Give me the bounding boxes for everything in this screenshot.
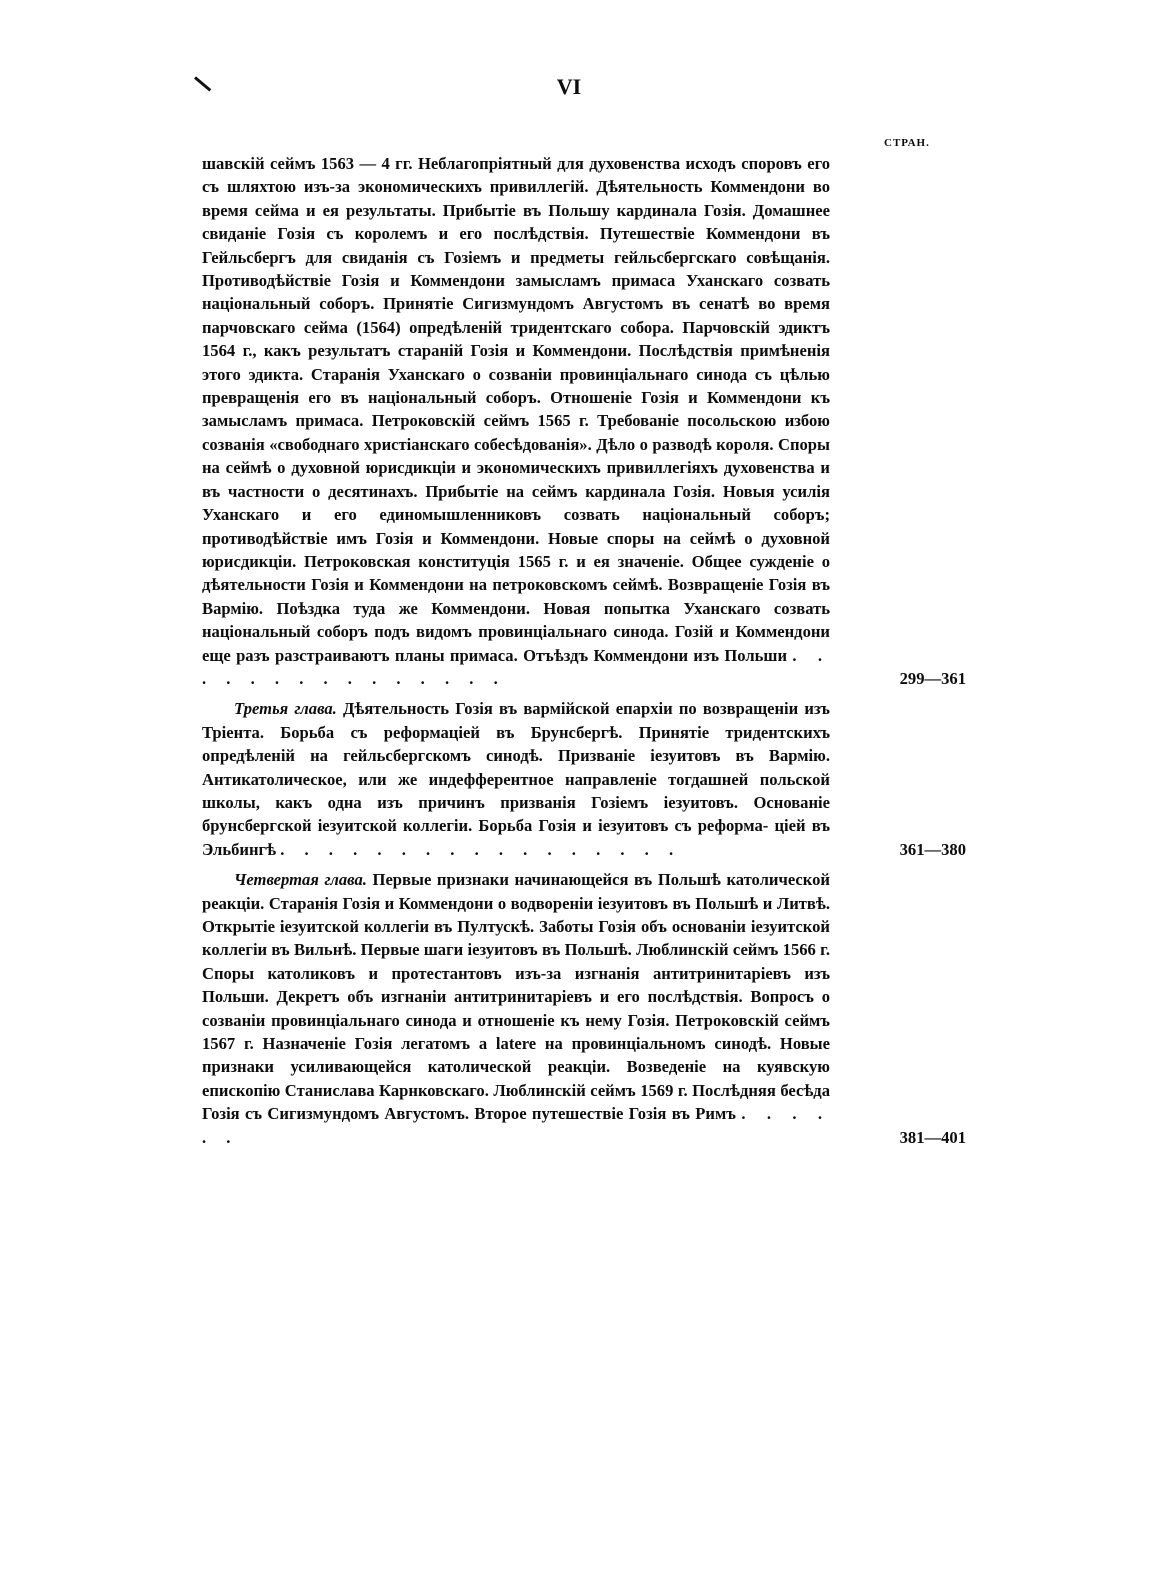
table-of-contents [202, 152, 966, 1156]
chapter-heading: Третья глава. [234, 699, 337, 719]
toc-leader-dots: . . . . . . . . . . . . . . . [202, 645, 830, 688]
toc-entry-tail: Августомъ. Второе путешествіе Гозія въ Римъ [384, 1104, 736, 1124]
toc-entry-tail: ціей въ Эльбингѣ [202, 816, 830, 859]
toc-leader-dots: . . . . . . . . . . . . . . . . . [280, 839, 682, 859]
toc-entry-tail: Коммендони изъ Польши [593, 645, 788, 665]
pen-mark [194, 76, 211, 91]
toc-entry-description: Дѣятельность Гозія въ вармійской епархіи по возвращеніи изъ Тріента. Борьба съ реформаціей въ Брунсбергѣ. Принятіе тридентскихъ опредѣленій на гейльсбергскомъ синодѣ. Призваніе іезуитовъ въ Вармію. Антикатолическое, или же индефферентное направленіе тогдашней польской школы, какъ одна изъ причинъ призванія Гозіемъ іезуитовъ. Основаніе брунсбергской іезуитской коллегіи. Борьба Гозія и іезуитовъ съ реформа- [202, 699, 830, 836]
page-column-label: СТРАН. [884, 137, 930, 149]
toc-entry [202, 152, 966, 690]
toc-entry-text [202, 152, 830, 690]
toc-page-range: 299—361 [899, 668, 966, 688]
toc-entry-description: шавскій сеймъ 1563 — 4 гг. Неблагопріятный для духовенства исходъ споровъ его съ шляхтою изъ-за экономическихъ привиллегій. Дѣятельность Коммендони во время сейма и ея результаты. Прибытіе въ Польшу кардинала Гозія. Домашнее свиданіе Гозія съ королемъ и его послѣдствія. Путешествіе Коммендони въ Гейльсбергъ для свиданія съ Гозіемъ и предметы гейльсбергскаго совѣщанія. Противодѣйствіе Гозія и Коммендони замысламъ примаса Уханскаго созвать національный соборъ. Принятіе Сигизмундомъ Августомъ въ сенатѣ во время парчовскаго сейма (1564) опредѣленій тридентскаго собора. Парчовскій эдиктъ 1564 г., какъ результатъ стараній Гозія и Коммендони. Послѣдствія примѣненія этого эдикта. Старанія Уханскаго о созваніи провинціальнаго синода съ цѣлью превращенія его въ національный соборъ. Отношеніе Гозія и Коммендони къ замысламъ примаса. Петроковскій сеймъ 1565 г. Требованіе посольскою избою созванія «свободнаго христіанскаго собесѣдованія». Дѣло о разводѣ короля. Споры на сеймѣ о духовной юрисдикціи и экономическихъ привиллегіяхъ духовенства и въ частности о десятинахъ. Прибытіе на сеймъ кардинала Гозія. Новыя усилія Уханскаго и его единомышленниковъ созвать національный соборъ; противодѣйствіе имъ Гозія и Коммендони. Новые споры на сеймѣ о духовной юрисдикціи. Петроковская конституція 1565 г. и ея значеніе. Общее сужденіе о дѣятельности Гозія и Коммендони на петроковскомъ сеймѣ. Возвращеніе Гозія въ Вармію. Поѣздка туда же Коммендони. Новая попытка Уханскаго созвать національный соборъ подъ видомъ провинціальнаго синода. Гозій и Коммендони еще разъ разстраиваютъ планы примаса. Отъѣздъ [202, 154, 830, 665]
toc-page-range: 361—380 [899, 839, 966, 859]
toc-entry [202, 697, 966, 861]
toc-entry-text [202, 868, 830, 1149]
toc-entry [202, 868, 966, 1149]
toc-leader-dots: . . . . . . [202, 1104, 830, 1147]
toc-page-range: 381—401 [899, 1127, 966, 1147]
toc-entry-text [202, 697, 830, 861]
page-number: VI [556, 74, 582, 99]
toc-entry-description: Первые признаки начинающейся въ Польшѣ католической реакціи. Старанія Гозія и Коммендони о водвореніи іезуитовъ въ Польшѣ и Литвѣ. Открытіе іезуитской коллегіи въ Пултускѣ. Заботы Гозія объ основаніи іезуитской коллегіи въ Вильнѣ. Первые шаги іезуитовъ въ Польшѣ. Люблинскій сеймъ 1566 г. Споры католиковъ и протестантовъ изъ-за изгнанія антитринитаріевъ изъ Польши. Декретъ объ изгнаніи антитринитаріевъ и его послѣдствія. Вопросъ о созваніи провинціальнаго синода и отношеніе къ нему Гозія. Петроковскій сеймъ 1567 г. Назначеніе Гозія легатомъ a latere на провинціальномъ синодѣ. Новые признаки усиливающейся католической реакціи. Возведеніе на куявскую епископію Станислава Карнковскаго. Люблинскій сеймъ 1569 г. Послѣдняя бесѣда Гозія съ Сигизмундомъ [202, 870, 830, 1124]
chapter-heading: Четвертая глава. [234, 870, 367, 890]
